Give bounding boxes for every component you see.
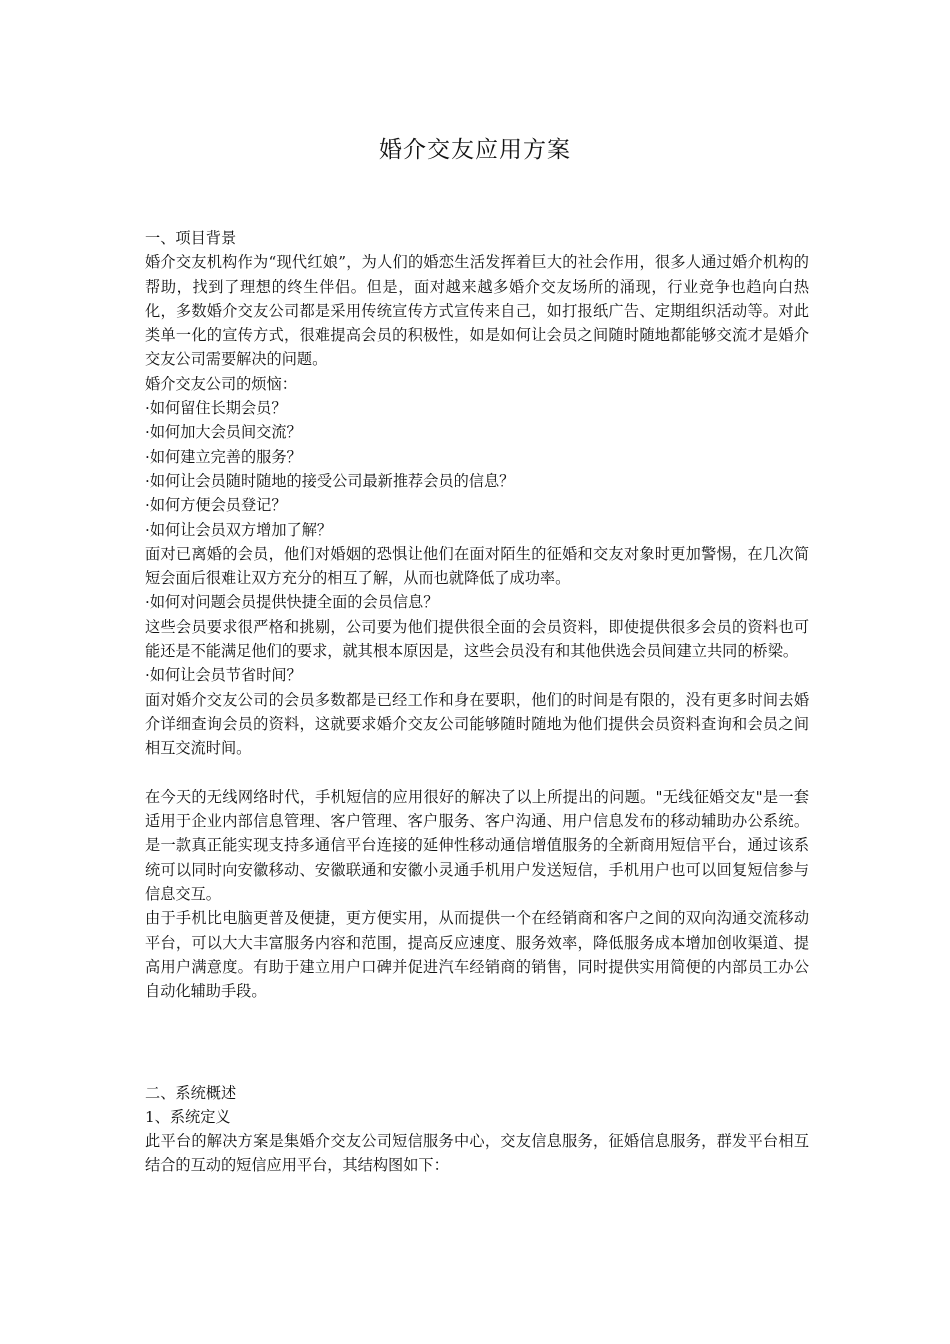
subheading-system-definition: 1、系统定义 <box>145 1107 231 1126</box>
list-item: ·如何方便会员登记？ <box>145 496 287 515</box>
list-item: ·如何对问题会员提供快捷全面的会员信息？ <box>145 593 439 612</box>
paragraph-wireless-era: 在今天的无线网络时代，手机短信的应用很好的解决了以上所提出的问题。"无线征婚交友"是一套适用于企业内部信息管理、客户管理、客户服务、客户沟通、用户信息发布的移动辅助办公系统。是一款真正能实现支持多通信平台连接的延伸性移动通信增值服务的全新商用短信平台，通过该系统可以同时向安徽移动、安徽联通和安徽小灵通手机用户发送短信，手机用户也可以回复短信参与信息交互。 <box>145 787 809 904</box>
list-item: ·如何让会员节省时间？ <box>145 666 302 685</box>
list-item: ·如何留住长期会员？ <box>145 399 287 418</box>
section-heading-project-background: 一、项目背景 <box>145 229 237 247</box>
paragraph-background: 婚介交友机构作为“现代红娘”，为人们的婚恋生活发挥着巨大的社会作用，很多人通过婚介机构的帮助，找到了理想的终生伴侣。但是，面对越来越多婚介交友场所的涌现，行业竞争也趋向白热化，多数婚介交友公司都是采用传统宣传方式宣传来自己，如打报纸广告、定期组织活动等。对此类单一化的宣传方式，很难提高会员的积极性，如是如何让会员之间随时随地都能够交流才是婚介交友公司需要解决的问题。 <box>145 253 809 369</box>
section-heading-system-overview: 二、系统概述 <box>145 1083 237 1102</box>
paragraph-system-definition: 此平台的解决方案是集婚介交友公司短信服务中心，交友信息服务，征婚信息服务，群发平台相互结合的互动的短信应用平台，其结构图如下： <box>145 1132 809 1175</box>
list-item: ·如何让会员双方增加了解？ <box>145 520 333 539</box>
blank-line <box>145 761 809 785</box>
list-item: ·如何建立完善的服务？ <box>145 447 302 466</box>
list-item: ·如何让会员随时随地的接受公司最新推荐会员的信息？ <box>145 471 515 490</box>
paragraph-save-time: 面对婚介交友公司的会员多数都是已经工作和身在要职，他们的时间是有限的，没有更多时间去婚介详细查询会员的资料，这就要求婚介交友公司能够随时随地为他们提供会员资料查询和会员之间相互交流时间。 <box>145 690 809 758</box>
document-title: 婚介交友应用方案 <box>379 137 571 163</box>
paragraph-divorced-members: 面对已离婚的会员，他们对婚姻的恐惧让他们在面对陌生的征婚和交友对象时更加警惕，在几次简短会面后很难让双方充分的相互了解，从而也就降低了成功率。 <box>145 544 809 588</box>
paragraph-mobile-advantages: 由于手机比电脑更普及便捷，更方便实用，从而提供一个在经销商和客户之间的双向沟通交流移动平台，可以大大丰富服务内容和范围，提高反应速度、服务效率，降低服务成本增加创收渠道、提高用户满意度。有助于建立用户口碑并促进汽车经销商的销售，同时提供实用简便的内部员工办公自动化辅助手段。 <box>145 909 809 1001</box>
blank-space <box>145 1004 809 1081</box>
document-body <box>145 226 809 1178</box>
paragraph-demanding-members: 这些会员要求很严格和挑剔，公司要为他们提供很全面的会员资料，即使提供很多会员的资料也可能还是不能满足他们的要求，就其根本原因是，这些会员没有和其他供选会员间建立共同的桥梁。 <box>145 617 809 661</box>
list-item: ·如何加大会员间交流？ <box>145 423 302 442</box>
troubles-heading: 婚介交友公司的烦恼： <box>145 374 297 393</box>
